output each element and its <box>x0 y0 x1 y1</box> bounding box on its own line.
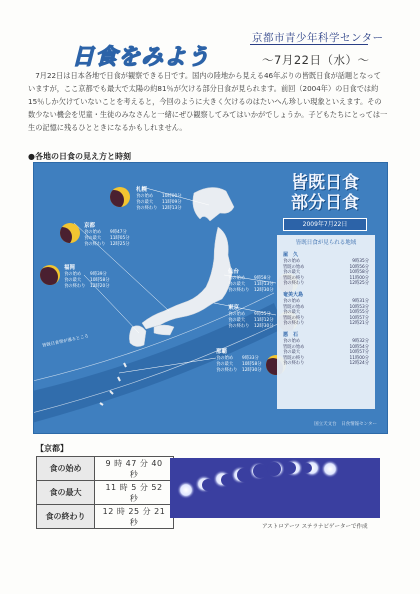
row-value: 11 時 5 分 52 秒 <box>95 481 174 505</box>
eclipse-map <box>33 162 388 434</box>
kyushu-shape <box>129 326 146 347</box>
kyoto-table-tag: 【京都】 <box>36 444 68 453</box>
hokkaido-shape <box>193 187 234 221</box>
city-naha: 那覇 食の始め 9時33分 食の最大 10時58分 食の終わり 12時30分 <box>216 349 262 373</box>
shikoku-shape <box>154 325 174 335</box>
panel-group-yaku: 屋 久 食の始め 9時35分 皆既の始め 10時56分 食の最大 10時58分 皆既の終り 11時00分 食の終わり 12時25分 <box>283 252 369 287</box>
eclipse-sequence-strip <box>170 458 380 518</box>
city-sapporo: 札幌 食の始め 10時00分 食の最大 11時09分 食の終わり 12時13分 <box>136 187 182 211</box>
intro-paragraph: 7月22日は日本各地で日食が観察できる日です。国内の陸地から見える46年ぶりの皆既日食が話題となっていますが，ここ京都でも最大で太陽の約81％が欠ける部分日食が見られます。前回（2004年）の日食では約15％しか欠けていないことを考えると，今回のように大きく欠けるのはたいへん珍しい現象といえます。その数少ない機会を児童・生徒のみなさんと一緒にぜひ観察してみてはいかがでしょうか。子どもたちにとっては一生の記憶に残るひとときになるかもしれません。 <box>28 71 388 132</box>
city-fukuoka: 福岡 食の始め 9時39分 食の最大 10時58分 食の終わり 12時20分 <box>64 265 110 289</box>
eclipse-sequence-graphic <box>170 458 380 518</box>
honshu-shape <box>142 227 232 329</box>
sun-fukuoka <box>40 265 60 285</box>
city-tokyo: 東京 食の始め 9時55分 食の最大 11時12分 食の終わり 12時30分 <box>228 305 274 329</box>
city-kyoto: 京都 食の始め 9時47分 食の最大 11時05分 食の終わり 12時25分 <box>84 223 130 247</box>
table-row <box>37 481 174 505</box>
row-label: 食の終わり <box>37 505 95 529</box>
row-label: 食の最大 <box>37 481 95 505</box>
map-credit: 国立天文台 日食情報センター <box>314 422 377 427</box>
table-row <box>37 457 174 481</box>
sun-sapporo <box>110 187 130 207</box>
row-label: 食の始め <box>37 457 95 481</box>
event-date: ～7月22日（水）～ <box>262 53 370 67</box>
panel-group-akuseki: 悪 石 食の始め 9時32分 皆既の始め 10時54分 食の最大 10時57分 皆既の終り 11時00分 食の終わり 12時24分 <box>283 331 369 367</box>
row-value: 9 時 47 分 40 秒 <box>95 457 174 481</box>
map-section-heading: ●各地の日食の見え方と時刻 <box>28 152 131 161</box>
map-big-title: 皆既日食 部分日食 <box>291 173 359 213</box>
organization-underline <box>250 44 368 45</box>
row-value: 12 時 25 分 21 秒 <box>95 505 174 529</box>
sun-kyoto <box>60 223 80 243</box>
totality-path-label: 皆既日食帯が通るところ <box>41 334 90 349</box>
map-date-badge: 2009年7月22日 <box>283 218 367 231</box>
table-row <box>37 505 174 529</box>
page-title: 日食をみよう <box>72 45 211 70</box>
city-sendai: 仙台 食の始め 9時58分 食の最大 11時13分 食の終わり 12時30分 <box>228 269 274 293</box>
strip-credit: アストロアーツ ステラナビゲーターで作成 <box>262 524 368 530</box>
organization-name: 京都市青少年科学センター <box>252 32 384 44</box>
kyoto-times-table <box>36 456 174 529</box>
panel-group-amami: 奄美大島 食の始め 9時31分 皆既の始め 10時53分 食の最大 10時55分 皆既の終り 10時57分 食の終わり 12時21分 <box>283 291 369 327</box>
totality-panel: 皆既日食が見られる地域 屋 久 食の始め 9時35分 皆既の始め 10時56分 食の最大 10時58分 皆既の終り 11時00分 食の終わり 12時25分 奄美大島 食の始め 9時31分 皆既の始め 10時53分 食の最大 10時55分 皆既の終り 10時57分 食の終わり 12時21分 悪 石 食の始め 9時32分 皆既の始め 10時54分 食の最大 10時57分 皆既の終り 11時00分 食の終わり 12時24分 <box>277 235 375 409</box>
